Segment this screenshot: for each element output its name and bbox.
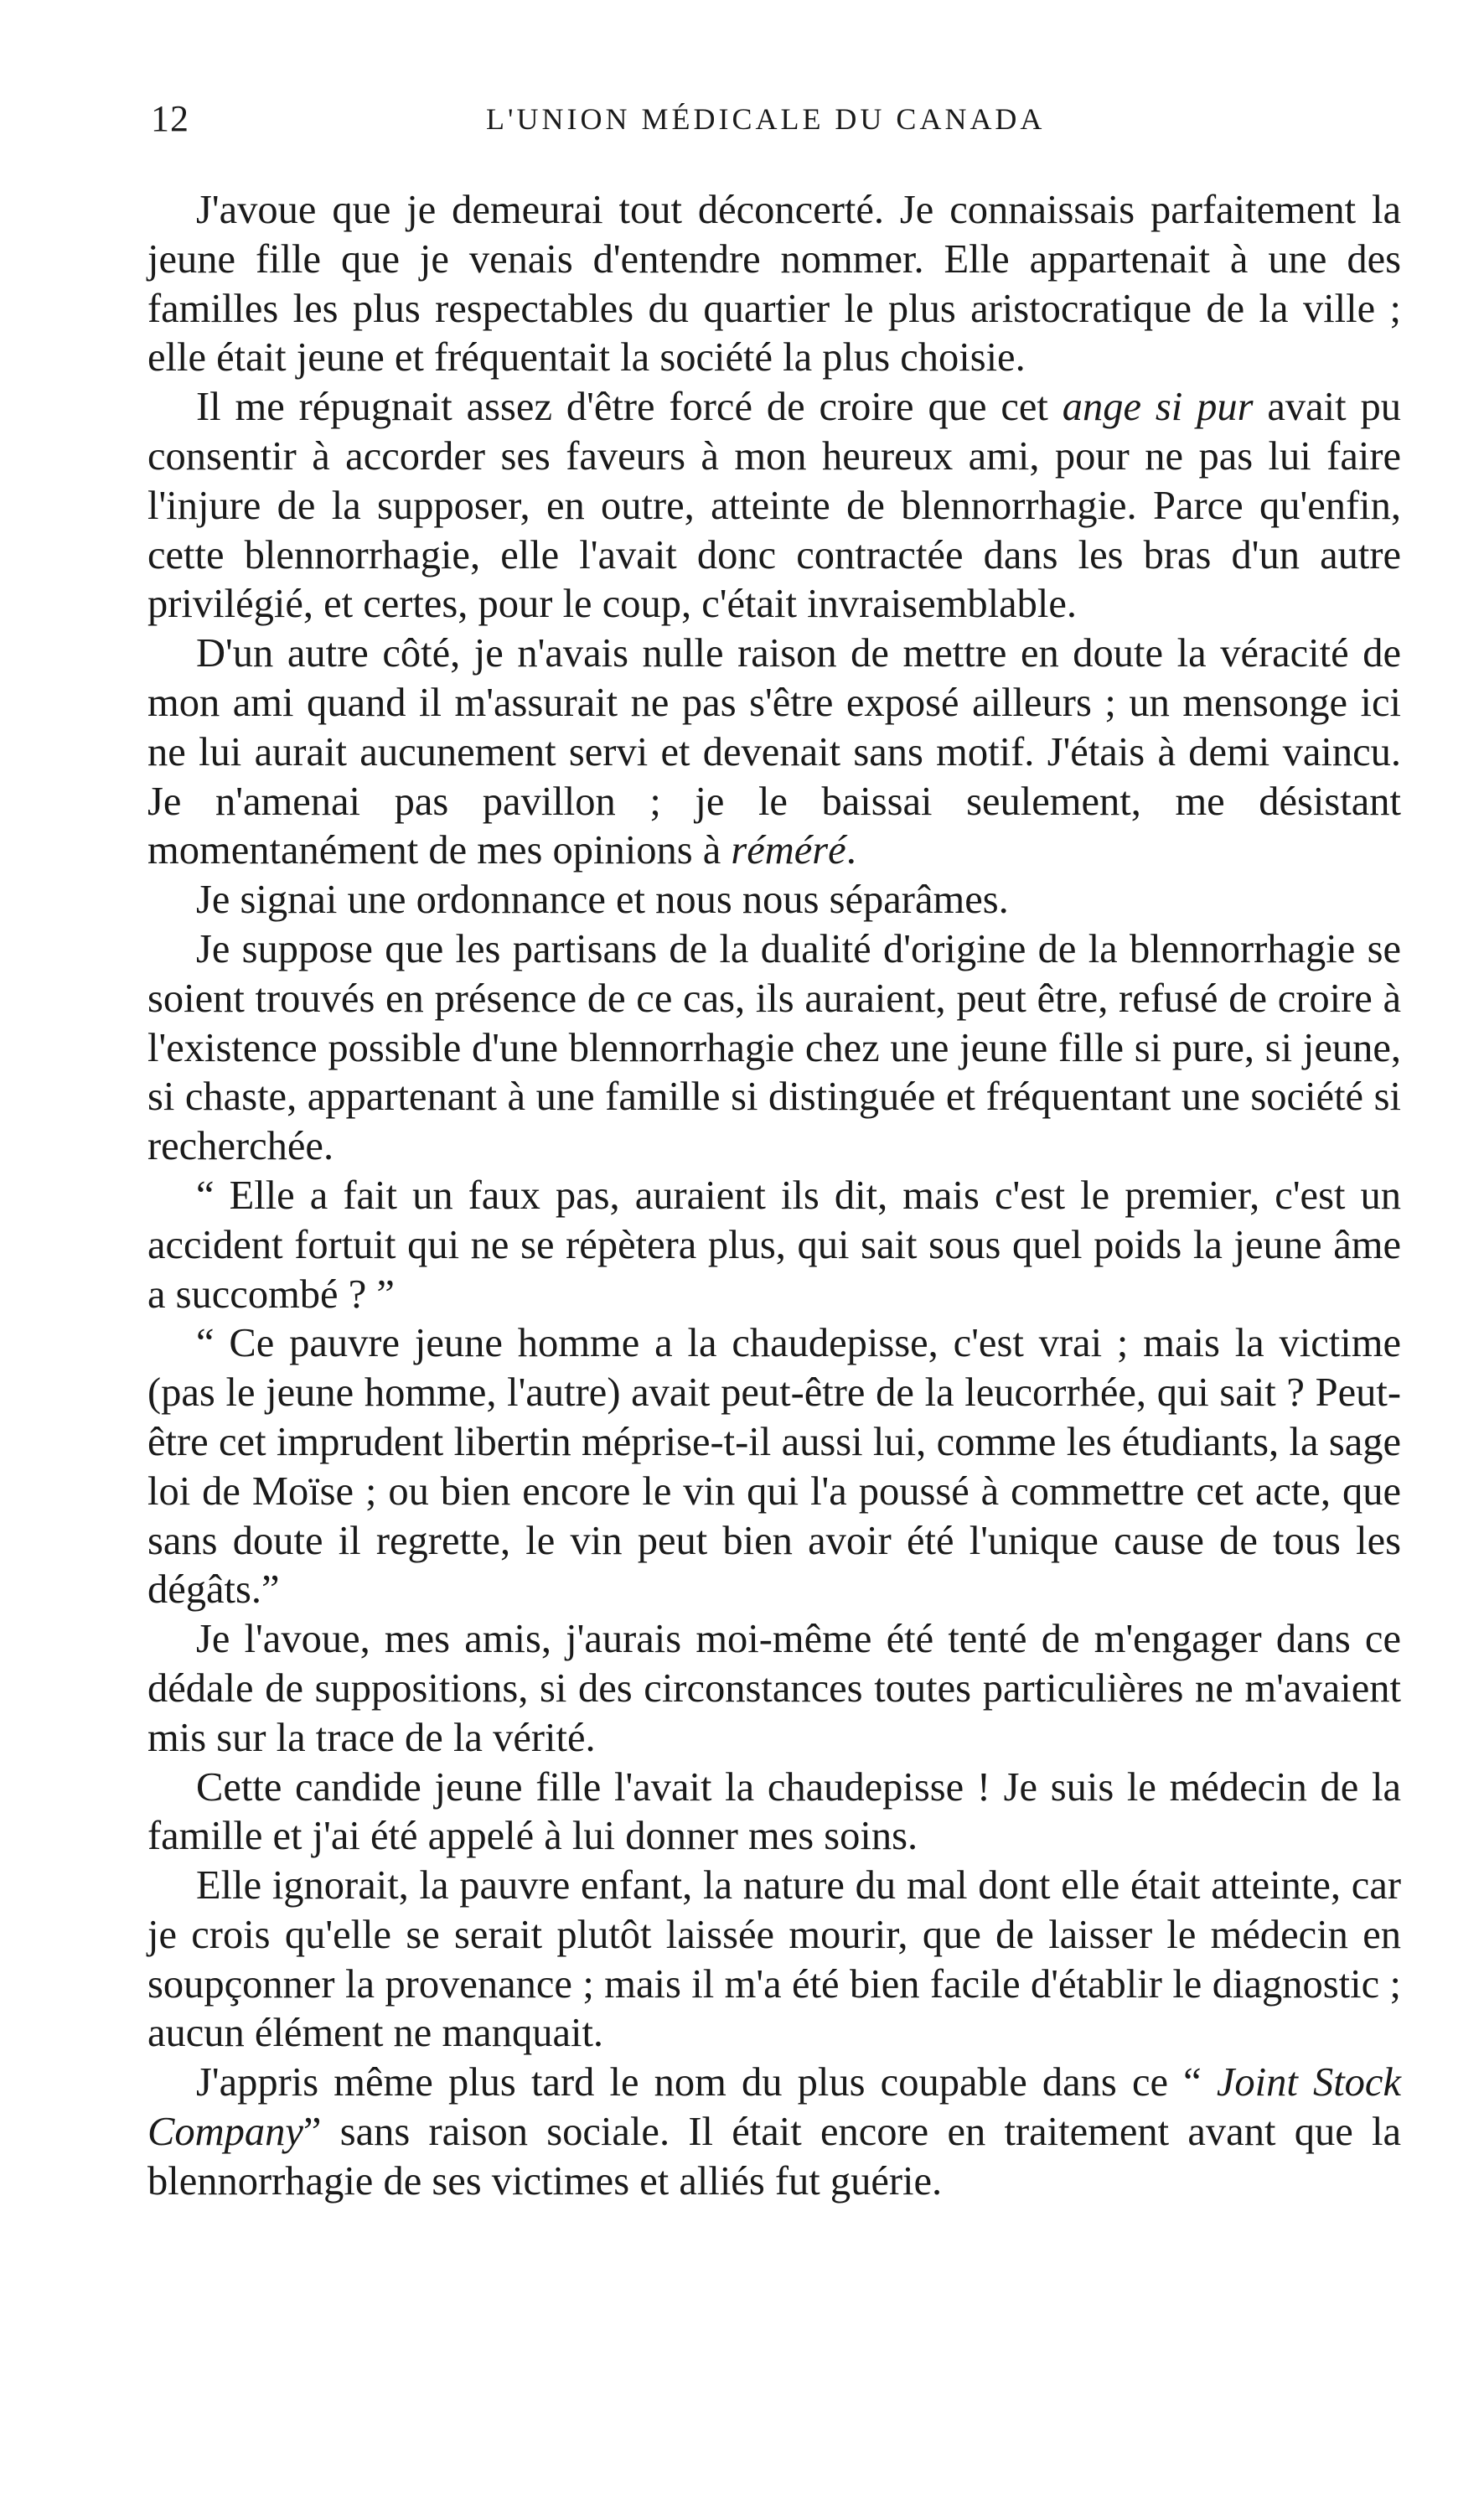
paragraph-3 [147, 629, 1401, 876]
paragraph-11-end: ” sans raison sociale. Il était encore en traitement avant que la blennorrhagie de ses victimes et alliés fut guérie. [147, 2110, 1401, 2204]
paragraph-8: Je l'avoue, mes amis, j'aurais moi-même été tenté de m'engager dans ce dédale de suppositions, si des circonstances toutes particulières ne m'avaient mis sur la trace de la vérité. [147, 1617, 1401, 1760]
paragraph-3-italic-word: réméré [731, 828, 846, 873]
page-number: 12 [151, 98, 189, 139]
paragraph-6: “ Elle a fait un faux pas, auraient ils dit, mais c'est le premier, c'est un accident fortuit qui ne se répètera plus, qui sait sous quel poids la jeune âme a succombé ? ” [147, 1173, 1401, 1317]
page-body [147, 186, 1401, 2207]
paragraph-2-end: avait pu consentir à accorder ses faveurs à mon heureux ami, pour ne pas lui faire l'injure de la supposer, en outre, atteinte de blennorrhagie. Parce qu'enfin, cette blennorrhagie, elle l'avait donc contractée dans les bras d'un autre privilégié, et certes, pour le coup, c'était invraisemblable. [147, 385, 1401, 627]
paragraph-11-italic-phrase: Joint Stock Company [147, 2060, 1401, 2155]
paragraph-3-start: D'un autre côté, je n'avais nulle raison de mettre en doute la véracité de mon ami quand il m'assurait ne pas s'être exposé ailleurs ; un mensonge ici ne lui aurait aucunement servi et devenait sans motif. J'étais à demi vaincu. Je n'amenai pas pavillon ; je le baissai seulement, me désistant momentanément de mes opinions à [147, 631, 1401, 873]
paragraph-11 [147, 2059, 1401, 2206]
paragraph-9: Cette candide jeune fille l'avait la chaudepisse ! Je suis le médecin de la famille et j'ai été appelé à lui donner mes soins. [147, 1764, 1401, 1859]
paragraph-5: Je suppose que les partisans de la dualité d'origine de la blennorrhagie se soient trouvés en présence de ce cas, ils auraient, peut être, refusé de croire à l'existence possible d'une blennorrhagie chez une jeune fille si pure, si jeune, si chaste, appartenant à une famille si distinguée et fréquentant une société si recherchée. [147, 926, 1401, 1169]
paragraph-11-start: J'appris même plus tard le nom du plus coupable dans ce “ [196, 2060, 1217, 2105]
paragraph-4: Je signai une ordonnance et nous nous séparâmes. [196, 878, 1009, 923]
page-header [151, 94, 1399, 144]
paragraph-2-italic-phrase: ange si pur [1062, 385, 1254, 430]
paragraph-2 [147, 383, 1401, 629]
paragraph-7: “ Ce pauvre jeune homme a la chaudepisse, c'est vrai ; mais la victime (pas le jeune homme, l'autre) avait peut-être de la leucorrhée, qui sait ? Peut-être cet imprudent libertin méprise-t-il aussi lui, comme les étudiants, la sage loi de Moïse ; ou bien encore le vin qui l'a poussé à commettre cet acte, que sans doute il regrette, le vin peut bien avoir été l'unique cause de tous les dégâts.” [147, 1321, 1401, 1613]
paragraph-1: J'avoue que je demeurai tout déconcerté. Je connaissais parfaitement la jeune fille que je venais d'entendre nommer. Elle appartenait à une des familles les plus respectables du quartier le plus aristocratique de la ville ; elle était jeune et fréquentait la société la plus choisie. [147, 188, 1401, 381]
paragraph-10: Elle ignorait, la pauvre enfant, la nature du mal dont elle était atteinte, car je crois qu'elle se serait plutôt laissée mourir, que de laisser le médecin en soupçonner la provenance ; mais il m'a été bien facile d'établir le diagnostic ; aucun élément ne manquait. [147, 1863, 1401, 2056]
running-title: L'UNION MÉDICALE DU CANADA [486, 102, 1046, 136]
paragraph-3-end: . [845, 828, 856, 873]
paragraph-2-start: Il me répugnait assez d'être forcé de croire que cet [196, 385, 1063, 430]
